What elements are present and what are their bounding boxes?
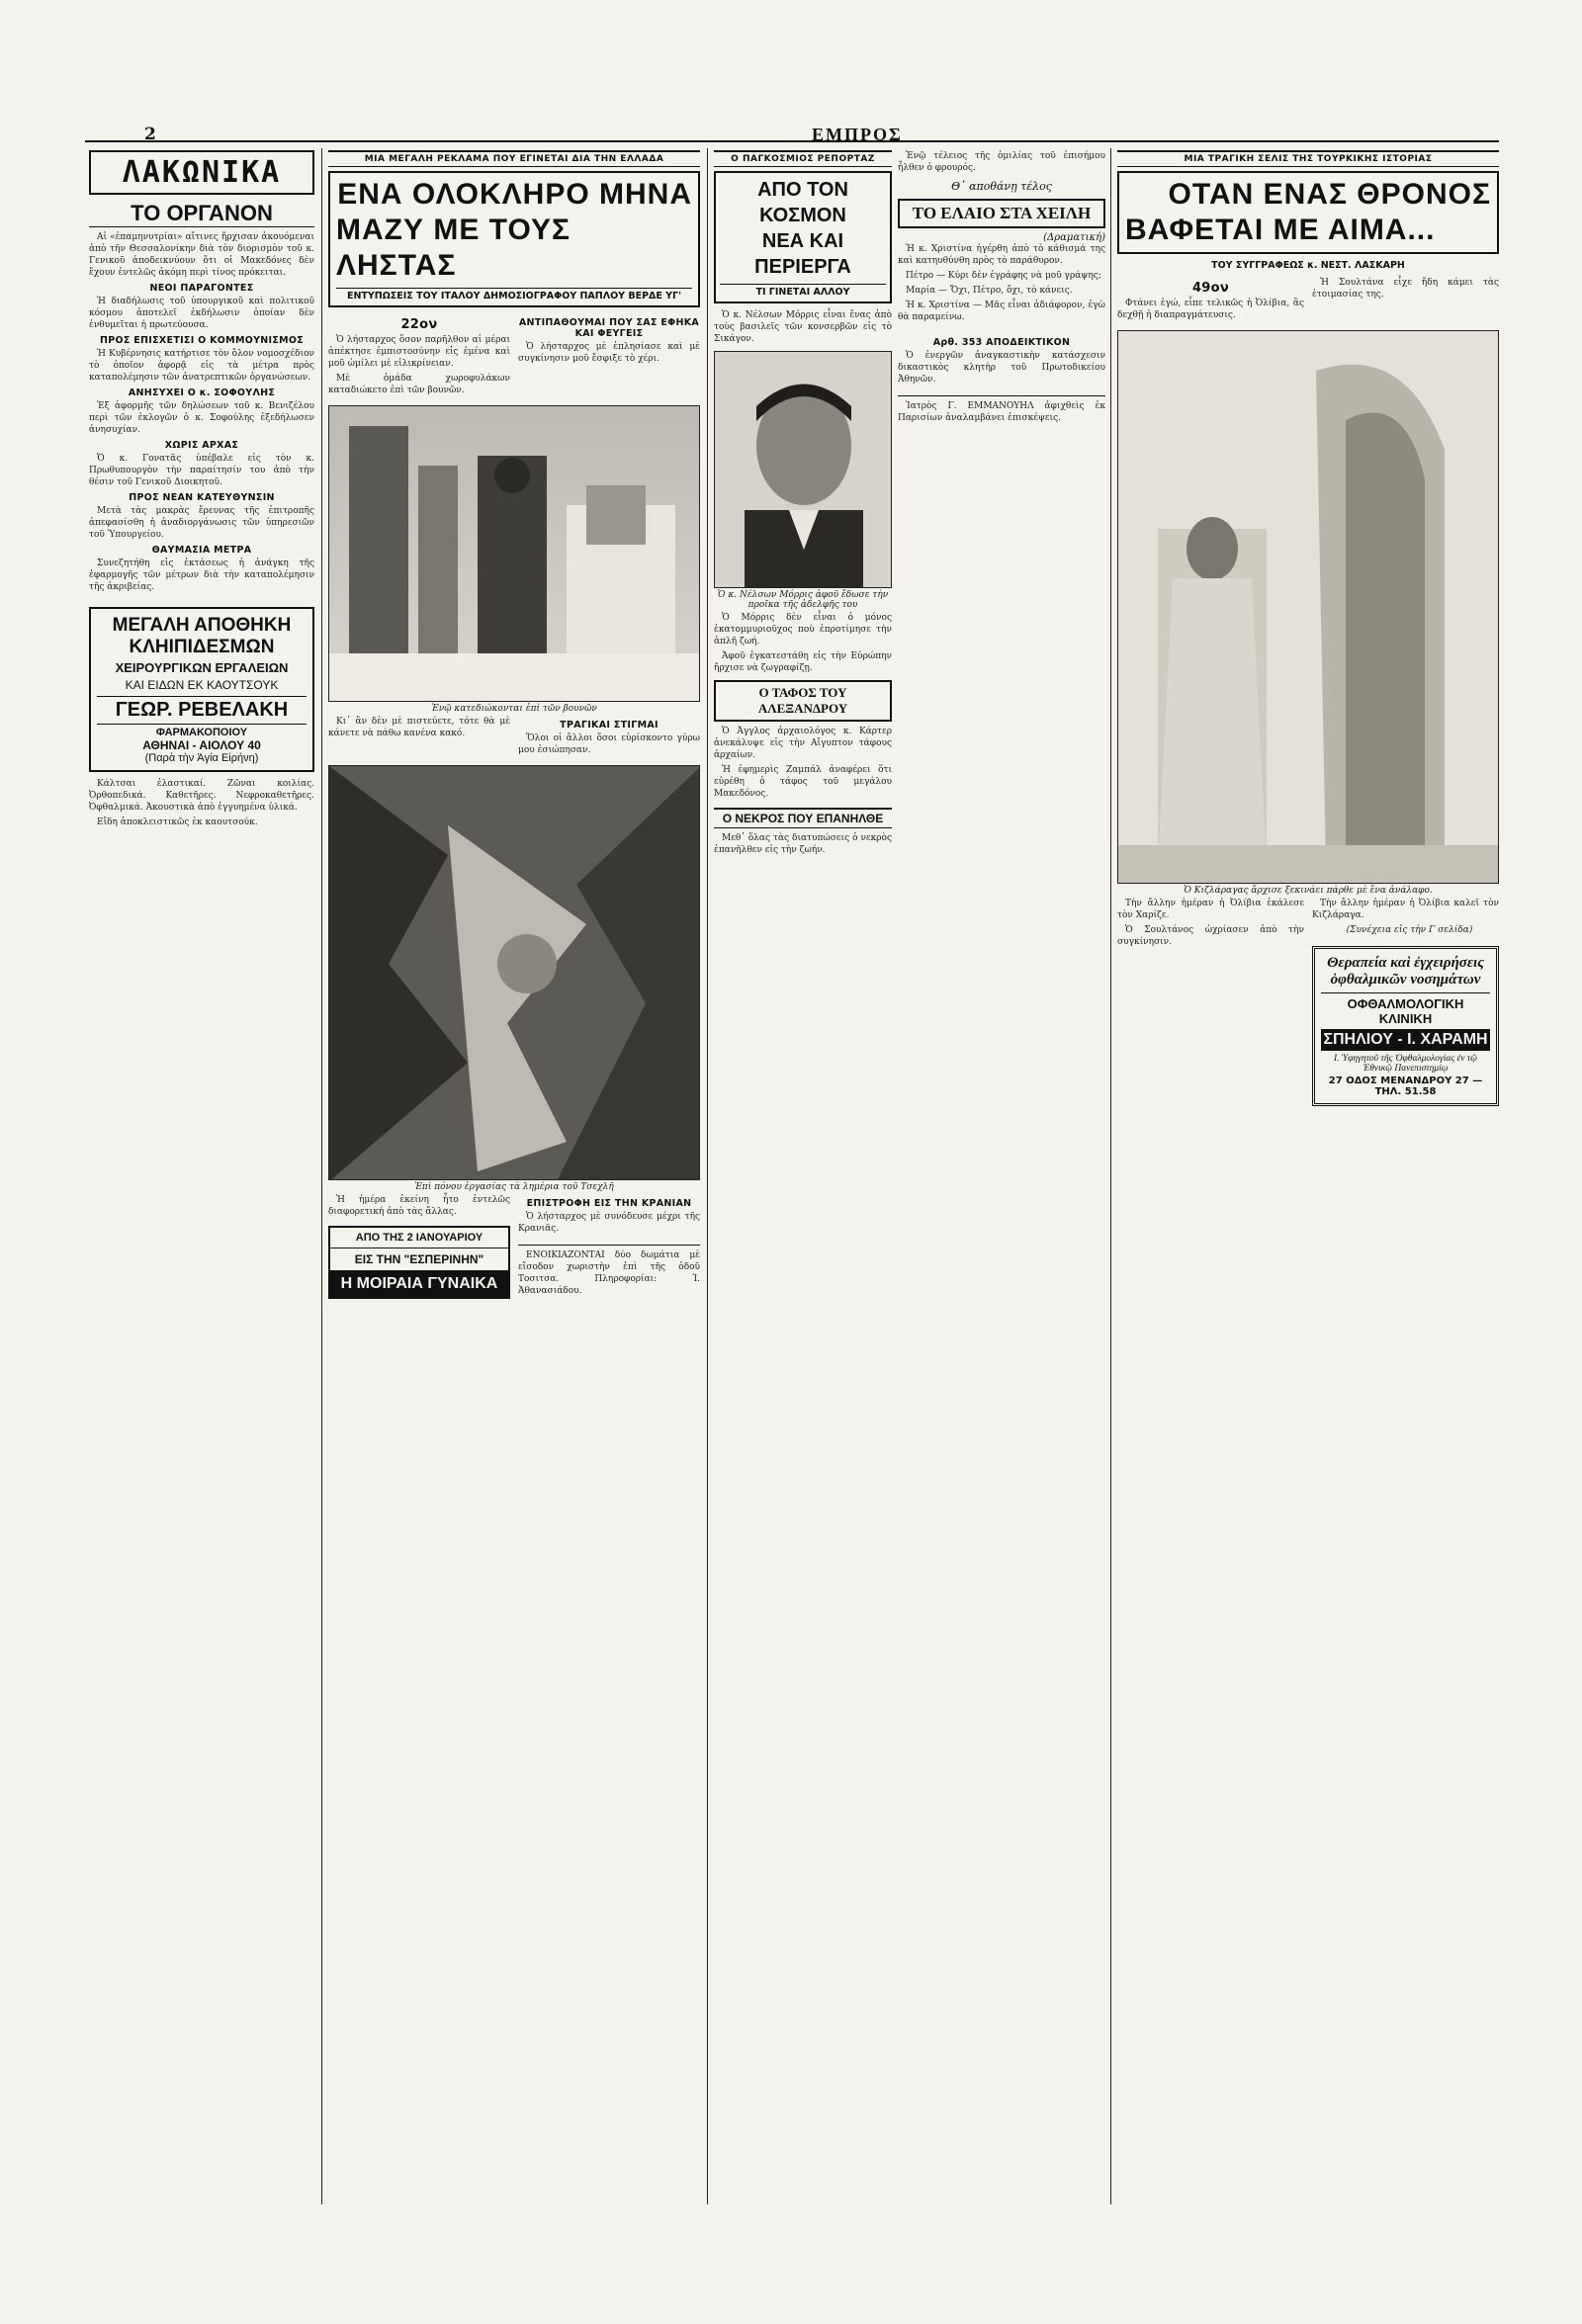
photo-caption: Ὁ κ. Νέλσων Μόρρις ἀφοῦ ἔδωσε τὴν προῖκα τῆς ἀδελφῆς του <box>717 590 889 610</box>
kicker: ΜΙΑ ΤΡΑΓΙΚΗ ΣΕΛΙΣ ΤΗΣ ΤΟΥΡΚΙΚΗΣ ΙΣΤΟΡΙΑΣ <box>1117 150 1499 167</box>
article-text: Μαρία — Ὄχι, Πέτρο, ὄχι, τὸ κάνεις. <box>906 286 1073 296</box>
article-text: Ἡ ἐφημερὶς Ζαμπάλ ἀναφέρει ὅτι εὑρέθη ὁ τάφος τοῦ μεγάλου Μακεδόνος. <box>714 765 892 799</box>
ad-line: 27 ΟΔΟΣ ΜΕΝΑΝΔΡΟΥ 27 — ΤΗΛ. 51.58 <box>1328 1076 1483 1097</box>
byline: ΤΙ ΓΙΝΕΤΑΙ ΑΛΛΟΥ <box>720 284 886 298</box>
headline: ΑΠΟ ΤΟΝ ΚΟΣΜΟΝ <box>757 179 848 226</box>
newspaper-name: ΕΜΠΡΟΣ <box>812 125 903 144</box>
article-text: Ἐξ ἀφορμῆς τῶν δηλώσεων τοῦ κ. Βενιζέλου περὶ τῶν ἐκλογῶν ὁ κ. Σοφούλης ἐξεδήλωσεν ἀνησυχίαν. <box>89 401 314 435</box>
subhead: ΤΡΑΓΙΚΑΙ ΣΤΙΓΜΑΙ <box>560 720 659 731</box>
kicker: ΜΙΑ ΜΕΓΑΛΗ ΡΕΚΛΑΜΑ ΠΟΥ ΕΓΙΝΕΤΑΙ ΔΙΑ ΤΗΝ ΕΛΛΑΔΑ <box>328 150 700 167</box>
section-title: Ο ΝΕΚΡΟΣ ΠΟΥ ΕΠΑΝΗΛΘΕ <box>714 808 892 828</box>
article-text: Κι᾽ ἂν δὲν μὲ πιστεύετε, τότε θὰ μὲ κάνετε νὰ πάθω κανένα κακό. <box>328 717 510 738</box>
article-text: Ἡ κ. Χριστίνα ἠγέρθη ἀπὸ τὸ κάθισμά της καὶ κατηυθύνθη πρὸς τὸ παράθυρον. <box>898 244 1105 266</box>
article-text: Μετὰ τὰς μακρὰς ἔρευνας τῆς ἐπιτροπῆς ἀπεφασίσθη ἡ ἀναδιοργάνωσις τῶν ὑπηρεσιῶν τοῦ Ὑπουργείου. <box>89 506 314 540</box>
drama-genre: (Δραματική) <box>1043 232 1105 243</box>
article-text: Ὁ Μόρρις δὲν εἶναι ὁ μόνος ἑκατομμυριοῦχος ποὺ ἐπροτίμησε τὴν ἁπλῆ ζωή. <box>714 613 892 646</box>
article-text: Εἴδη ἀποκλειστικῶς ἐκ καουτσούκ. <box>97 818 258 827</box>
column-rule <box>1110 148 1111 2204</box>
ad-line: (Παρὰ τὴν Ἁγία Εἰρήνη) <box>144 752 259 764</box>
article-text: Κάλτσαι ἐλαστικαί. Ζῶναι κοιλίας. Ὀρθοπεδικά. Καθετῆρες. Νεφροκαθετῆρες. Ὀφθαλμικά. Ἀκουστικὰ ἀπὸ ἐγγυημένα ὑλικά. <box>89 779 314 813</box>
article-text: Τὴν ἄλλην ἡμέραν ἡ Ὀλίβια καλεῖ τὸν Κιζλάραγα. <box>1312 899 1499 920</box>
announcement-line: ΕΙΣ ΤΗΝ "ΕΣΠΕΡΙΝΗΝ" <box>330 1248 508 1271</box>
headline: ΒΑΦΕΤΑΙ ΜΕ ΑΙΜΑ... <box>1125 214 1436 246</box>
announcement-line: ΑΠΟ ΤΗΣ 2 ΙΑΝΟΥΑΡΙΟΥ <box>330 1228 508 1248</box>
illustration-palace <box>1117 330 1499 884</box>
article-text: Τὴν ἄλλην ἡμέραν ἡ Ὀλίβια ἐκάλεσε τὸν Χαρίζε. <box>1117 899 1304 920</box>
drama-intro: Θ᾽ αποθάνῃ τέλος <box>951 180 1052 193</box>
column-turkish-history <box>1117 150 1499 2196</box>
ad-line: ΦΑΡΜΑΚΟΠΟΙΟΥ <box>155 727 248 738</box>
headline: ΟΤΑΝ ΕΝΑΣ ΘΡΟΝΟΣ <box>1168 178 1491 211</box>
pharmacy-ad <box>89 607 314 772</box>
photo-bandits-snow <box>328 405 700 702</box>
column-rule <box>707 148 708 2204</box>
ad-line: ΜΕΓΑΛΗ ΑΠΟΘΗΚΗ ΚΛΗΙΠΙΔΕΣΜΩΝ <box>112 615 292 657</box>
ad-line: ΚΑΙ ΕΙΔΩΝ ΕΚ ΚΑΟΥΤΣΟΥΚ <box>125 678 279 692</box>
ad-line: ΧΕΙΡΟΥΡΓΙΚΩΝ ΕΡΓΑΛΕΙΩΝ <box>115 660 289 675</box>
subhead: ΠΡΟΣ ΕΠΙΣΧΕΤΙΣΙ Ο ΚΟΜΜΟΥΝΙΣΜΟΣ <box>99 335 305 346</box>
column-drama <box>898 150 1105 2196</box>
section-title: Ο ΤΑΦΟΣ ΤΟΥ ΑΛΕΞΑΝΔΡΟΥ <box>714 680 892 722</box>
doctor-notice: Ἰατρὸς Γ. ΕΜΜΑΝΟΥΗΛ ἀφιχθεὶς ἐκ Παρισίων ἀναλαμβάνει ἐπισκέψεις. <box>898 395 1105 424</box>
column-world-news <box>714 150 892 2196</box>
column-title: ΛΑΚΩΝΙΚΑ <box>89 150 314 195</box>
clinic-ad <box>1312 946 1499 1106</box>
subhead: ΑΝΗΣΥΧΕΙ Ο κ. ΣΟΦΟΥΛΗΣ <box>128 387 276 398</box>
photo-caption: Ὁ Κιζλάραγας ἄρχισε ξεκινάει πάρθε μὲ ἕνα ἀνάλαφο. <box>1184 886 1433 896</box>
headline: ΜΑΖΥ ΜΕ ΤΟΥΣ ΛΗΣΤΑΣ <box>336 214 571 282</box>
subhead: ΝΕΟΙ ΠΑΡΑΓΟΝΤΕΣ <box>149 283 254 294</box>
subhead: ΠΡΟΣ ΝΕΑΝ ΚΑΤΕΥΘΥΝΣΙΝ <box>129 492 275 503</box>
chapter-number: 49ον <box>1191 281 1230 296</box>
legal-notice-title: Αρθ. 353 ΑΠΟΔΕΙΚΤΙΚΟΝ <box>932 337 1071 348</box>
chapter-number: 22ον <box>400 317 438 332</box>
ad-line: Θεραπεία καὶ ἐγχειρήσεις ὀφθαλμικῶν νοσημάτων <box>1327 955 1484 988</box>
ad-line: ΑΘΗΝΑΙ - ΑΙΟΛΟΥ 40 <box>142 738 261 752</box>
article-text: Ἐνῷ τέλειος τῆς ὁμιλίας τοῦ ἐπισήμου ἦλθεν ὁ φρουρός. <box>898 151 1105 173</box>
byline: ΕΝΤΥΠΩΣΕΙΣ ΤΟΥ ΙΤΑΛΟΥ ΔΗΜΟΣΙΟΓΡΑΦΟΥ ΠΑΠΛΟΥ ΒΕΡΔΕ ΥΓ' <box>336 288 692 301</box>
article-text: Ὁ κ. Γονατᾶς ὑπέβαλε εἰς τὸν κ. Πρωθυπουργὸν τὴν παραίτησίν του ἀπὸ τὴν θέσιν τοῦ Γενικοῦ Διοικητοῦ. <box>89 454 314 487</box>
section-subtitle: ΤΟ ΟΡΓΑΝΟΝ <box>89 201 314 227</box>
subhead: ΘΑΥΜΑΣΙΑ ΜΕΤΡΑ <box>151 545 252 556</box>
article-text: Ἡ Σουλτάνα εἶχε ἤδη κάμει τὰς ἑτοιμασίας της. <box>1312 278 1499 300</box>
headline-box <box>328 171 700 307</box>
article-text: Ὁ λήσταρχος μὲ συνόδευσε μέχρι τῆς Κρανιᾶς. <box>518 1212 700 1234</box>
subhead: ΕΠΙΣΤΡΟΦΗ ΕΙΣ ΤΗΝ ΚΡΑΝΙΑΝ <box>526 1198 692 1209</box>
announcement-title: Η ΜΟΙΡΑΙΑ ΓΥΝΑΙΚΑ <box>330 1271 508 1297</box>
column-rule <box>321 148 322 2204</box>
ad-line: ΣΠΗΛΙΟΥ - Ι. ΧΑΡΑΜΗ <box>1321 1029 1490 1051</box>
headline: ΕΝΑ ΟΛΟΚΛΗΡΟ ΜΗΝΑ <box>337 178 692 211</box>
headline: ΝΕΑ ΚΑΙ ΠΕΡΙΕΡΓΑ <box>754 230 851 278</box>
masthead <box>85 125 1499 142</box>
subhead: ΧΩΡΙΣ ΑΡΧΑΣ <box>164 440 239 451</box>
article-text: Συνεζητήθη εἰς ἐκτάσεως ἡ ἀνάγκη τῆς ἐφαρμογῆς τῶν μέτρων διὰ τὴν καταπολέμησιν τῆς ἀκριβείας. <box>89 559 314 592</box>
continuation-note: (Συνέχεια εἰς τὴν Γ σελίδα) <box>1346 925 1473 935</box>
photo-caption: Ἐνῷ κατεδιώκονται ἐπὶ τῶν βουνῶν <box>431 704 597 714</box>
photo-caption: Ἐπὶ πόνου ἐργασίας τὰ λημέρια τοῦ Τσεχλῆ <box>414 1182 614 1192</box>
column-lakonika <box>89 150 314 2196</box>
column-bandits <box>328 150 700 2196</box>
drama-title: ΤΟ ΕΛΑΙΟ ΣΤΑ ΧΕΙΛΗ <box>898 199 1105 228</box>
article-text: Ἡ κ. Χριστίνα — Μᾶς εἶναι ἀδιάφορον, ἐγὼ θὰ παραμείνω. <box>898 301 1105 322</box>
photo-image <box>329 766 700 1180</box>
article-text: Ἡ Κυβέρνησις κατήρτισε τὸν ὅλον νομοσχέδιον τὸ ὁποῖον ἀφορᾷ εἰς τὰ μέτρα πρὸς καταπολέμησιν τῶν ἀνατρεπτικῶν ὀργανώσεων. <box>89 349 314 383</box>
article-text: Ὁ κ. Νέλσων Μόρρις εἶναι ἕνας ἀπὸ τοὺς βασιλεῖς τῶν κονσερβῶν εἰς τὸ Σικάγον. <box>714 310 892 344</box>
ad-line: ΟΦΘΑΛΜΟΛΟΓΙΚΗ ΚΛΙΝΙΚΗ <box>1321 992 1490 1026</box>
article-text: Ὁ λήσταρχος μὲ ἐπλησίασε καὶ μὲ συγκίνησιν μοῦ ἔσφιξε τὸ χέρι. <box>518 342 700 364</box>
article-text: Αἱ «ἐπαμηνυτρίαι» αἵτινες ἤρχισαν ἀκουόμεναι ἀπὸ τῆν Θεσσαλονίκην διὰ τὸν διορισμὸν τοῦ κ. Γενικοῦ ἀποδεικνύουν ὅτι οἱ Μακεδόνες δὲν ἔχουν ἐντελῶς ἀκόμη περὶ τίνος πρόκειται. <box>89 232 314 278</box>
article-text: Μεθ᾽ ὅλας τὰς διατυπώσεις ὁ νεκρὸς ἐπανῆλθεν εἰς τὴν ζωήν. <box>714 833 892 855</box>
kicker: Ο ΠΑΓΚΟΣΜΙΟΣ ΡΕΠΟΡΤΑΖ <box>714 150 892 167</box>
headline-box <box>714 171 892 303</box>
photo-bandit-hideout <box>328 765 700 1180</box>
article-text: Ὁ Σουλτάνος ὠχρίασεν ἀπὸ τὴν συγκίνησιν. <box>1117 925 1304 947</box>
article-text: Ὅλοι οἱ ἄλλοι ὅσοι εὑρίσκοντο γύρω μου ἐσιώπησαν. <box>518 733 700 755</box>
portrait-photo <box>714 351 892 588</box>
classified-ad: ΕΝΟΙΚΙΑΖΟΝΤΑΙ δύο δωμάτια μὲ εἴσοδον χωριστὴν ἐπὶ τῆς ὁδοῦ Τοσιτσα. Πληροφορίαι: Ἰ. Ἀθανασιάδου. <box>518 1245 700 1297</box>
legal-notice-text: Ὁ ἐνεργῶν ἀναγκαστικὴν κατάσχεσιν δικαστικὸς κλητὴρ τοῦ Πρωτοδικείου Ἀθηνῶν. <box>898 351 1105 385</box>
illustration-image <box>1118 331 1499 884</box>
article-text: Ὁ λήσταρχος ὅσον παρῆλθον αἱ μέραι ἀπέκτησε ἐμπιστοσύνην εἰς ἐμένα καὶ μοῦ ὡμίλει μὲ εἰλικρίνειαν. <box>328 335 510 369</box>
serial-announcement <box>328 1226 510 1299</box>
article-text: Φτάνει ἐγώ, εἶπε τελικῶς ἡ Ὀλίβια, ἂς δεχθῇ ἡ διαπραγμάτευσις. <box>1117 299 1304 320</box>
ad-line: Ι. Ὑφηγητοῦ τῆς Ὀφθαλμολογίας ἐν τῷ Ἐθνικῷ Πανεπιστημίῳ <box>1333 1054 1477 1074</box>
article-text: Πέτρο — Κύρι δὲν ἐγράφης νὰ μοῦ γράψης; <box>906 271 1101 281</box>
article-text: Ἡ διαδήλωσις τοῦ ὑπουργικοῦ καὶ πολιτικοῦ κόσμου ἀποτελεῖ ἐκδήλωσιν ὁποίαν δὲν ἐνθυμεῖται ἡ πρωτεύουσα. <box>89 297 314 330</box>
headline-box <box>1117 171 1499 254</box>
photo-image <box>329 406 700 702</box>
subhead: ΑΝΤΙΠΑΘΟΥΜΑΙ ΠΟΥ ΣΑΣ ΕΦΗΚΑ ΚΑΙ ΦΕΥΓΕΙΣ <box>518 317 700 339</box>
page-number: 2 <box>144 125 156 144</box>
article-text: Ὁ Ἀγγλος ἀρχαιολόγος κ. Κάρτερ ἀνεκάλυψε εἰς τὴν Αἴγυπτον τάφους ἀρχαίων. <box>714 727 892 760</box>
article-text: Ἀφοῦ ἐγκατεστάθη εἰς τὴν Εὐρώπην ἤρχισε νὰ ζωγραφίζῃ. <box>714 651 892 673</box>
article-text: Ἡ ἡμέρα ἐκείνη ἦτο ἐντελῶς διαφορετική ἀπὸ τὰς ἄλλας. <box>328 1195 510 1217</box>
ad-line: ΓΕΩΡ. ΡΕΒΕΛΑΚΗ <box>97 696 307 725</box>
article-text: Μὲ ὁμάδα χωροφυλάκων καταδιώκετο ἐπὶ τῶν βουνῶν. <box>328 374 510 395</box>
portrait-image <box>715 352 892 588</box>
byline: ΤΟΥ ΣΥΓΓΡΑΦΕΩΣ κ. ΝΕΣΤ. ΛΑΣΚΑΡΗ <box>1211 260 1405 271</box>
